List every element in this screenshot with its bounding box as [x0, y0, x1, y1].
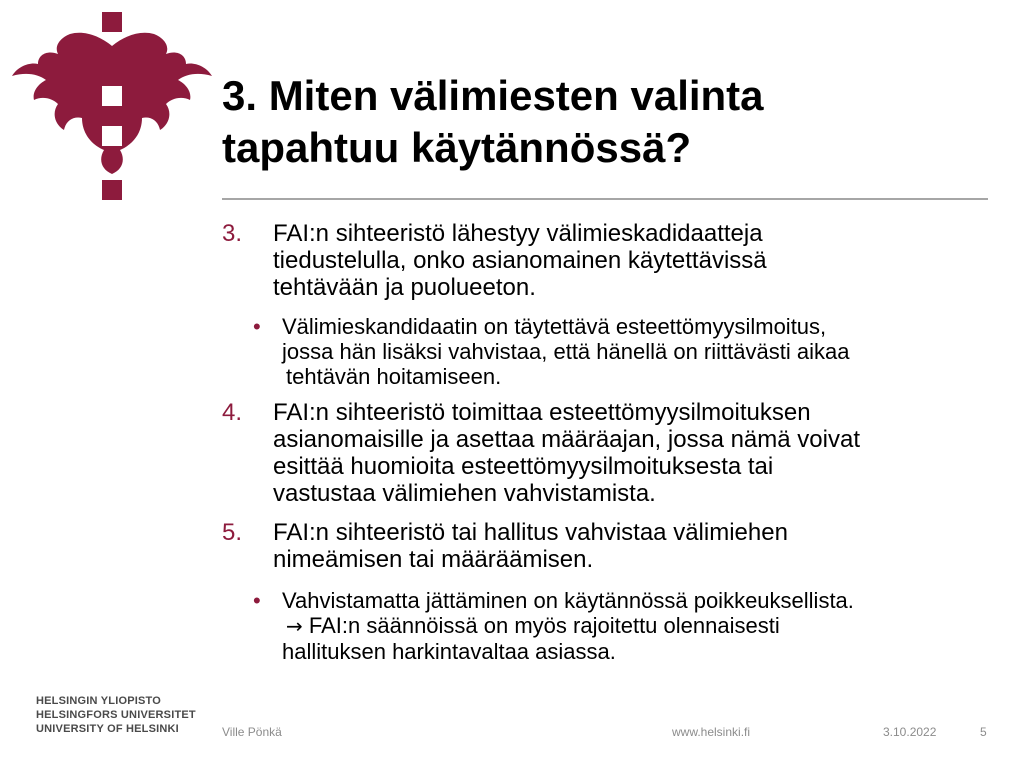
- item-text-line: FAI:n sihteeristö toimittaa esteettömyysilmoituksen: [273, 399, 811, 426]
- sub-bullet-text: [282, 588, 1002, 664]
- university-name-line: HELSINGFORS UNIVERSITET: [36, 709, 196, 721]
- footer-url: www.helsinki.fi: [672, 725, 751, 739]
- sub-text-line: hallituksen harkintavaltaa asiassa.: [282, 639, 616, 664]
- sub-bullet-text: [282, 314, 1002, 389]
- item-text: [273, 519, 1002, 573]
- bullet-icon: •: [253, 314, 261, 339]
- item-text-line: esittää huomioita esteettömyysilmoituksesta tai: [273, 453, 774, 480]
- item-text-line: asianomaisille ja asettaa määräajan, jossa nämä voivat: [273, 426, 860, 453]
- university-name-line: HELSINGIN YLIOPISTO: [36, 695, 162, 707]
- title-line-1: 3. Miten välimiesten valinta: [222, 72, 764, 119]
- item-text-line: FAI:n sihteeristö lähestyy välimieskadidaatteja: [273, 220, 763, 247]
- sub-text-line: Välimieskandidaatin on täytettävä esteettömyysilmoitus,: [282, 314, 827, 339]
- sub-text-line: tehtävän hoitamiseen.: [286, 364, 502, 389]
- sub-text-line: jossa hän lisäksi vahvistaa, että hänellä on riittävästi aikaa: [282, 339, 850, 364]
- item-text: [273, 220, 1002, 301]
- footer-author: Ville Pönkä: [222, 725, 282, 739]
- item-text-line: tiedustelulla, onko asianomainen käytettävissä: [273, 247, 767, 274]
- title-line-2: tapahtuu käytännössä?: [222, 124, 692, 171]
- item-text-line: vastustaa välimiehen vahvistamista.: [273, 480, 656, 507]
- title-divider: [222, 198, 988, 200]
- university-name-line: UNIVERSITY OF HELSINKI: [36, 723, 179, 735]
- footer-date: 3.10.2022: [883, 725, 937, 739]
- university-logo: [8, 8, 214, 204]
- item-number: 5.: [222, 519, 243, 546]
- arrow-right-icon: →: [286, 614, 303, 638]
- item-number: 4.: [222, 399, 243, 426]
- sub-text-line: [282, 613, 1002, 639]
- item-text-line: nimeämisen tai määräämisen.: [273, 546, 594, 573]
- item-number: 3.: [222, 220, 243, 247]
- list-item-3: [222, 220, 1002, 301]
- list-item-4: [222, 399, 1002, 507]
- sub-text-segment: FAI:n säännöissä on myös rajoitettu olennaisesti: [308, 613, 780, 638]
- university-name: [36, 694, 196, 736]
- list-item-5: [222, 519, 1002, 573]
- slide-body: [222, 220, 1002, 664]
- sub-text-line: Vahvistamatta jättäminen on käytännössä poikkeuksellista.: [282, 588, 854, 613]
- page-number: 5: [980, 725, 987, 739]
- sub-bullet-item: [222, 588, 1002, 664]
- sub-bullet-item: [222, 314, 1002, 389]
- item-text: [273, 399, 1002, 507]
- slide-title: [222, 70, 982, 174]
- bullet-icon: •: [253, 588, 261, 613]
- item-text-line: FAI:n sihteeristö tai hallitus vahvistaa välimiehen: [273, 519, 788, 546]
- item-text-line: tehtävään ja puolueeton.: [273, 274, 536, 301]
